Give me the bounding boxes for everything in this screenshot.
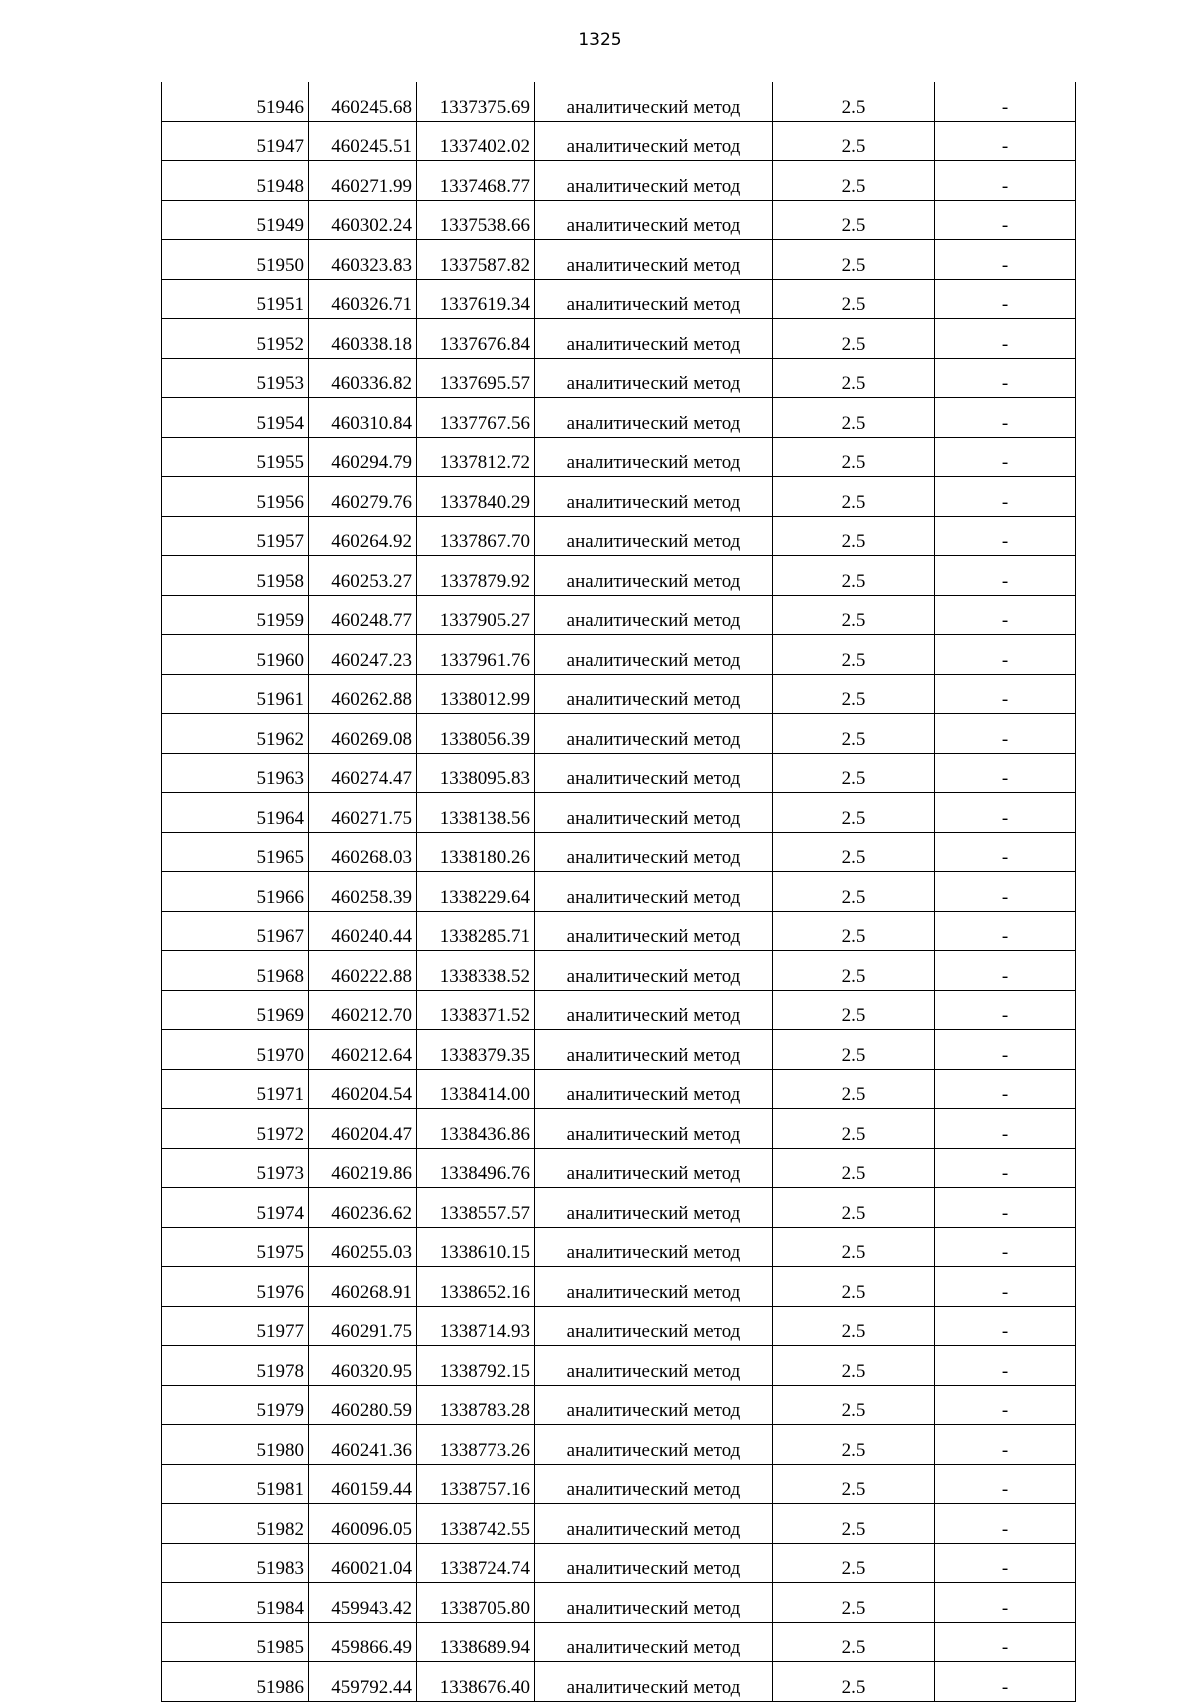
method-cell: аналитический метод: [535, 714, 773, 754]
table-row: [162, 1622, 1076, 1662]
note-cell: -: [935, 990, 1076, 1030]
note-cell: -: [935, 516, 1076, 556]
accuracy-cell: 2.5: [773, 911, 935, 951]
y-coordinate-cell: 1338676.40: [417, 1662, 535, 1702]
y-coordinate-cell: 1337619.34: [417, 279, 535, 319]
accuracy-cell: 2.5: [773, 556, 935, 596]
y-coordinate-cell: 1338012.99: [417, 674, 535, 714]
y-coordinate-cell: 1338714.93: [417, 1306, 535, 1346]
table-row: [162, 279, 1076, 319]
y-coordinate-cell: 1338792.15: [417, 1346, 535, 1386]
point-number-cell: 51981: [162, 1464, 309, 1504]
note-cell: -: [935, 1188, 1076, 1228]
y-coordinate-cell: 1338095.83: [417, 753, 535, 793]
note-cell: -: [935, 1346, 1076, 1386]
method-cell: аналитический метод: [535, 358, 773, 398]
method-cell: аналитический метод: [535, 635, 773, 675]
method-cell: аналитический метод: [535, 437, 773, 477]
x-coordinate-cell: 460271.99: [309, 161, 417, 201]
point-number-cell: 51983: [162, 1543, 309, 1583]
x-coordinate-cell: 460247.23: [309, 635, 417, 675]
note-cell: -: [935, 753, 1076, 793]
x-coordinate-cell: 460240.44: [309, 911, 417, 951]
point-number-cell: 51958: [162, 556, 309, 596]
table-row: [162, 121, 1076, 161]
y-coordinate-cell: 1338414.00: [417, 1069, 535, 1109]
y-coordinate-cell: 1337402.02: [417, 121, 535, 161]
table-row: [162, 635, 1076, 675]
table-row: [162, 477, 1076, 517]
table-row: [162, 240, 1076, 280]
table-row: [162, 1464, 1076, 1504]
method-cell: аналитический метод: [535, 1306, 773, 1346]
accuracy-cell: 2.5: [773, 1109, 935, 1149]
point-number-cell: 51977: [162, 1306, 309, 1346]
method-cell: аналитический метод: [535, 279, 773, 319]
x-coordinate-cell: 460204.54: [309, 1069, 417, 1109]
point-number-cell: 51980: [162, 1425, 309, 1465]
accuracy-cell: 2.5: [773, 635, 935, 675]
method-cell: аналитический метод: [535, 1267, 773, 1307]
y-coordinate-cell: 1337879.92: [417, 556, 535, 596]
table-row: [162, 1109, 1076, 1149]
accuracy-cell: 2.5: [773, 516, 935, 556]
accuracy-cell: 2.5: [773, 1188, 935, 1228]
method-cell: аналитический метод: [535, 1148, 773, 1188]
table-row: [162, 82, 1076, 121]
note-cell: -: [935, 477, 1076, 517]
accuracy-cell: 2.5: [773, 1267, 935, 1307]
method-cell: аналитический метод: [535, 832, 773, 872]
table-row: [162, 1188, 1076, 1228]
method-cell: аналитический метод: [535, 1504, 773, 1544]
x-coordinate-cell: 459866.49: [309, 1622, 417, 1662]
table-row: [162, 1346, 1076, 1386]
note-cell: -: [935, 82, 1076, 121]
point-number-cell: 51968: [162, 951, 309, 991]
y-coordinate-cell: 1337961.76: [417, 635, 535, 675]
x-coordinate-cell: 460326.71: [309, 279, 417, 319]
accuracy-cell: 2.5: [773, 319, 935, 359]
method-cell: аналитический метод: [535, 793, 773, 833]
method-cell: аналитический метод: [535, 1464, 773, 1504]
method-cell: аналитический метод: [535, 1662, 773, 1702]
y-coordinate-cell: 1338496.76: [417, 1148, 535, 1188]
point-number-cell: 51963: [162, 753, 309, 793]
method-cell: аналитический метод: [535, 674, 773, 714]
method-cell: аналитический метод: [535, 1188, 773, 1228]
y-coordinate-cell: 1337375.69: [417, 82, 535, 121]
x-coordinate-cell: 460241.36: [309, 1425, 417, 1465]
accuracy-cell: 2.5: [773, 358, 935, 398]
note-cell: -: [935, 358, 1076, 398]
y-coordinate-cell: 1338138.56: [417, 793, 535, 833]
point-number-cell: 51951: [162, 279, 309, 319]
x-coordinate-cell: 460279.76: [309, 477, 417, 517]
table-row: [162, 911, 1076, 951]
method-cell: аналитический метод: [535, 240, 773, 280]
note-cell: -: [935, 1227, 1076, 1267]
method-cell: аналитический метод: [535, 872, 773, 912]
x-coordinate-cell: 460253.27: [309, 556, 417, 596]
note-cell: -: [935, 872, 1076, 912]
point-number-cell: 51984: [162, 1583, 309, 1623]
point-number-cell: 51962: [162, 714, 309, 754]
x-coordinate-cell: 460021.04: [309, 1543, 417, 1583]
accuracy-cell: 2.5: [773, 793, 935, 833]
table-row: [162, 990, 1076, 1030]
method-cell: аналитический метод: [535, 82, 773, 121]
point-number-cell: 51974: [162, 1188, 309, 1228]
accuracy-cell: 2.5: [773, 161, 935, 201]
accuracy-cell: 2.5: [773, 1583, 935, 1623]
method-cell: аналитический метод: [535, 990, 773, 1030]
accuracy-cell: 2.5: [773, 1306, 935, 1346]
note-cell: -: [935, 1543, 1076, 1583]
point-number-cell: 51985: [162, 1622, 309, 1662]
y-coordinate-cell: 1337767.56: [417, 398, 535, 438]
table-row: [162, 595, 1076, 635]
table-row: [162, 1662, 1076, 1702]
point-number-cell: 51946: [162, 82, 309, 121]
point-number-cell: 51972: [162, 1109, 309, 1149]
x-coordinate-cell: 460338.18: [309, 319, 417, 359]
table-row: [162, 1227, 1076, 1267]
x-coordinate-cell: 460271.75: [309, 793, 417, 833]
note-cell: -: [935, 832, 1076, 872]
note-cell: -: [935, 240, 1076, 280]
accuracy-cell: 2.5: [773, 398, 935, 438]
accuracy-cell: 2.5: [773, 1543, 935, 1583]
accuracy-cell: 2.5: [773, 437, 935, 477]
method-cell: аналитический метод: [535, 161, 773, 201]
x-coordinate-cell: 460245.51: [309, 121, 417, 161]
note-cell: -: [935, 1069, 1076, 1109]
method-cell: аналитический метод: [535, 1346, 773, 1386]
y-coordinate-cell: 1338773.26: [417, 1425, 535, 1465]
note-cell: -: [935, 319, 1076, 359]
y-coordinate-cell: 1337587.82: [417, 240, 535, 280]
note-cell: -: [935, 1267, 1076, 1307]
note-cell: -: [935, 279, 1076, 319]
note-cell: -: [935, 714, 1076, 754]
x-coordinate-cell: 460258.39: [309, 872, 417, 912]
y-coordinate-cell: 1337695.57: [417, 358, 535, 398]
accuracy-cell: 2.5: [773, 1346, 935, 1386]
y-coordinate-cell: 1338689.94: [417, 1622, 535, 1662]
table-row: [162, 516, 1076, 556]
y-coordinate-cell: 1338056.39: [417, 714, 535, 754]
point-number-cell: 51955: [162, 437, 309, 477]
x-coordinate-cell: 460280.59: [309, 1385, 417, 1425]
x-coordinate-cell: 459943.42: [309, 1583, 417, 1623]
x-coordinate-cell: 460323.83: [309, 240, 417, 280]
note-cell: -: [935, 1583, 1076, 1623]
point-number-cell: 51970: [162, 1030, 309, 1070]
y-coordinate-cell: 1337905.27: [417, 595, 535, 635]
note-cell: -: [935, 121, 1076, 161]
y-coordinate-cell: 1338724.74: [417, 1543, 535, 1583]
point-number-cell: 51947: [162, 121, 309, 161]
y-coordinate-cell: 1338229.64: [417, 872, 535, 912]
method-cell: аналитический метод: [535, 1543, 773, 1583]
x-coordinate-cell: 460248.77: [309, 595, 417, 635]
accuracy-cell: 2.5: [773, 1425, 935, 1465]
point-number-cell: 51957: [162, 516, 309, 556]
point-number-cell: 51971: [162, 1069, 309, 1109]
accuracy-cell: 2.5: [773, 1504, 935, 1544]
table-row: [162, 1267, 1076, 1307]
point-number-cell: 51948: [162, 161, 309, 201]
accuracy-cell: 2.5: [773, 240, 935, 280]
table-row: [162, 793, 1076, 833]
method-cell: аналитический метод: [535, 1425, 773, 1465]
y-coordinate-cell: 1337468.77: [417, 161, 535, 201]
table-row: [162, 319, 1076, 359]
method-cell: аналитический метод: [535, 595, 773, 635]
x-coordinate-cell: 460212.70: [309, 990, 417, 1030]
table-row: [162, 832, 1076, 872]
table-row: [162, 753, 1076, 793]
y-coordinate-cell: 1338783.28: [417, 1385, 535, 1425]
accuracy-cell: 2.5: [773, 279, 935, 319]
accuracy-cell: 2.5: [773, 990, 935, 1030]
note-cell: -: [935, 635, 1076, 675]
point-number-cell: 51949: [162, 200, 309, 240]
method-cell: аналитический метод: [535, 911, 773, 951]
point-number-cell: 51960: [162, 635, 309, 675]
accuracy-cell: 2.5: [773, 1464, 935, 1504]
x-coordinate-cell: 460291.75: [309, 1306, 417, 1346]
table-row: [162, 1030, 1076, 1070]
table-row: [162, 951, 1076, 991]
y-coordinate-cell: 1337867.70: [417, 516, 535, 556]
y-coordinate-cell: 1338285.71: [417, 911, 535, 951]
point-number-cell: 51952: [162, 319, 309, 359]
point-number-cell: 51975: [162, 1227, 309, 1267]
point-number-cell: 51954: [162, 398, 309, 438]
point-number-cell: 51953: [162, 358, 309, 398]
method-cell: аналитический метод: [535, 516, 773, 556]
y-coordinate-cell: 1338610.15: [417, 1227, 535, 1267]
note-cell: -: [935, 556, 1076, 596]
note-cell: -: [935, 1385, 1076, 1425]
note-cell: -: [935, 674, 1076, 714]
note-cell: -: [935, 1148, 1076, 1188]
method-cell: аналитический метод: [535, 1583, 773, 1623]
method-cell: аналитический метод: [535, 1109, 773, 1149]
table-row: [162, 437, 1076, 477]
accuracy-cell: 2.5: [773, 1069, 935, 1109]
coordinates-table-body: [162, 82, 1076, 1701]
accuracy-cell: 2.5: [773, 121, 935, 161]
point-number-cell: 51986: [162, 1662, 309, 1702]
y-coordinate-cell: 1338180.26: [417, 832, 535, 872]
table-row: [162, 161, 1076, 201]
x-coordinate-cell: 460320.95: [309, 1346, 417, 1386]
point-number-cell: 51961: [162, 674, 309, 714]
method-cell: аналитический метод: [535, 1227, 773, 1267]
point-number-cell: 51966: [162, 872, 309, 912]
note-cell: -: [935, 161, 1076, 201]
note-cell: -: [935, 1662, 1076, 1702]
y-coordinate-cell: 1338757.16: [417, 1464, 535, 1504]
x-coordinate-cell: 460236.62: [309, 1188, 417, 1228]
y-coordinate-cell: 1338705.80: [417, 1583, 535, 1623]
x-coordinate-cell: 460274.47: [309, 753, 417, 793]
point-number-cell: 51965: [162, 832, 309, 872]
note-cell: -: [935, 398, 1076, 438]
method-cell: аналитический метод: [535, 200, 773, 240]
x-coordinate-cell: 460294.79: [309, 437, 417, 477]
x-coordinate-cell: 460219.86: [309, 1148, 417, 1188]
table-row: [162, 398, 1076, 438]
accuracy-cell: 2.5: [773, 872, 935, 912]
accuracy-cell: 2.5: [773, 1030, 935, 1070]
coordinates-table: [161, 82, 1076, 1702]
y-coordinate-cell: 1337538.66: [417, 200, 535, 240]
x-coordinate-cell: 460262.88: [309, 674, 417, 714]
table-row: [162, 1148, 1076, 1188]
y-coordinate-cell: 1338436.86: [417, 1109, 535, 1149]
table-row: [162, 1543, 1076, 1583]
accuracy-cell: 2.5: [773, 1622, 935, 1662]
point-number-cell: 51982: [162, 1504, 309, 1544]
y-coordinate-cell: 1338338.52: [417, 951, 535, 991]
accuracy-cell: 2.5: [773, 951, 935, 991]
table-row: [162, 358, 1076, 398]
x-coordinate-cell: 460096.05: [309, 1504, 417, 1544]
note-cell: -: [935, 200, 1076, 240]
x-coordinate-cell: 460302.24: [309, 200, 417, 240]
table-row: [162, 1385, 1076, 1425]
note-cell: -: [935, 793, 1076, 833]
y-coordinate-cell: 1338742.55: [417, 1504, 535, 1544]
point-number-cell: 51950: [162, 240, 309, 280]
x-coordinate-cell: 460269.08: [309, 714, 417, 754]
accuracy-cell: 2.5: [773, 477, 935, 517]
table-row: [162, 674, 1076, 714]
point-number-cell: 51969: [162, 990, 309, 1030]
method-cell: аналитический метод: [535, 1622, 773, 1662]
point-number-cell: 51964: [162, 793, 309, 833]
note-cell: -: [935, 595, 1076, 635]
table-row: [162, 556, 1076, 596]
point-number-cell: 51978: [162, 1346, 309, 1386]
note-cell: -: [935, 1425, 1076, 1465]
note-cell: -: [935, 1109, 1076, 1149]
method-cell: аналитический метод: [535, 1030, 773, 1070]
point-number-cell: 51973: [162, 1148, 309, 1188]
x-coordinate-cell: 460268.91: [309, 1267, 417, 1307]
y-coordinate-cell: 1338557.57: [417, 1188, 535, 1228]
x-coordinate-cell: 460336.82: [309, 358, 417, 398]
method-cell: аналитический метод: [535, 398, 773, 438]
point-number-cell: 51956: [162, 477, 309, 517]
point-number-cell: 51976: [162, 1267, 309, 1307]
y-coordinate-cell: 1338371.52: [417, 990, 535, 1030]
accuracy-cell: 2.5: [773, 200, 935, 240]
x-coordinate-cell: 460159.44: [309, 1464, 417, 1504]
y-coordinate-cell: 1337676.84: [417, 319, 535, 359]
x-coordinate-cell: 460268.03: [309, 832, 417, 872]
x-coordinate-cell: 460245.68: [309, 82, 417, 121]
method-cell: аналитический метод: [535, 477, 773, 517]
accuracy-cell: 2.5: [773, 1662, 935, 1702]
accuracy-cell: 2.5: [773, 832, 935, 872]
point-number-cell: 51967: [162, 911, 309, 951]
x-coordinate-cell: 459792.44: [309, 1662, 417, 1702]
point-number-cell: 51979: [162, 1385, 309, 1425]
accuracy-cell: 2.5: [773, 595, 935, 635]
note-cell: -: [935, 1622, 1076, 1662]
accuracy-cell: 2.5: [773, 82, 935, 121]
table-row: [162, 1504, 1076, 1544]
accuracy-cell: 2.5: [773, 714, 935, 754]
method-cell: аналитический метод: [535, 951, 773, 991]
method-cell: аналитический метод: [535, 1069, 773, 1109]
x-coordinate-cell: 460222.88: [309, 951, 417, 991]
accuracy-cell: 2.5: [773, 674, 935, 714]
table-row: [162, 200, 1076, 240]
x-coordinate-cell: 460212.64: [309, 1030, 417, 1070]
method-cell: аналитический метод: [535, 121, 773, 161]
point-number-cell: 51959: [162, 595, 309, 635]
x-coordinate-cell: 460204.47: [309, 1109, 417, 1149]
accuracy-cell: 2.5: [773, 753, 935, 793]
y-coordinate-cell: 1338379.35: [417, 1030, 535, 1070]
method-cell: аналитический метод: [535, 319, 773, 359]
accuracy-cell: 2.5: [773, 1148, 935, 1188]
accuracy-cell: 2.5: [773, 1227, 935, 1267]
note-cell: -: [935, 1306, 1076, 1346]
note-cell: -: [935, 1504, 1076, 1544]
note-cell: -: [935, 951, 1076, 991]
y-coordinate-cell: 1337812.72: [417, 437, 535, 477]
x-coordinate-cell: 460310.84: [309, 398, 417, 438]
table-row: [162, 1583, 1076, 1623]
table-row: [162, 714, 1076, 754]
accuracy-cell: 2.5: [773, 1385, 935, 1425]
note-cell: -: [935, 1030, 1076, 1070]
note-cell: -: [935, 1464, 1076, 1504]
x-coordinate-cell: 460255.03: [309, 1227, 417, 1267]
note-cell: -: [935, 911, 1076, 951]
method-cell: аналитический метод: [535, 753, 773, 793]
page-number: 1325: [578, 30, 622, 50]
note-cell: -: [935, 437, 1076, 477]
x-coordinate-cell: 460264.92: [309, 516, 417, 556]
y-coordinate-cell: 1338652.16: [417, 1267, 535, 1307]
table-row: [162, 872, 1076, 912]
y-coordinate-cell: 1337840.29: [417, 477, 535, 517]
method-cell: аналитический метод: [535, 556, 773, 596]
table-row: [162, 1069, 1076, 1109]
table-row: [162, 1425, 1076, 1465]
method-cell: аналитический метод: [535, 1385, 773, 1425]
table-row: [162, 1306, 1076, 1346]
